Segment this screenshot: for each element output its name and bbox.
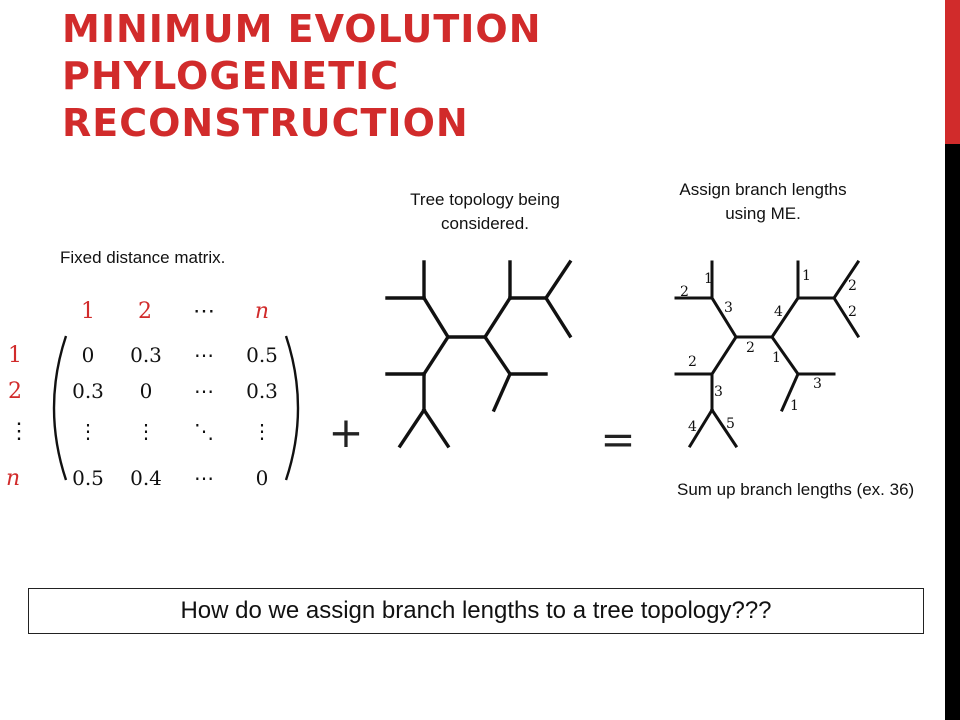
- sidebar-accent-bar: [945, 0, 960, 144]
- matrix-cell: 0.5: [72, 466, 104, 490]
- matrix-left-bracket: [54, 336, 66, 480]
- branch-length-label: 2: [848, 304, 857, 320]
- question-box: [28, 588, 924, 634]
- matrix-caption: Fixed distance matrix.: [60, 248, 226, 267]
- matrix-cell: ⋯: [194, 466, 214, 490]
- branch-length-label: 1: [802, 268, 811, 284]
- sum-caption: Sum up branch lengths (ex. 36): [677, 480, 915, 499]
- branch-length-label: 2: [848, 278, 857, 294]
- sidebar-dark-bar: [945, 144, 960, 720]
- plus-sign: +: [328, 408, 364, 457]
- matrix-col-header: ⋯: [193, 299, 215, 324]
- matrix-cell: ⋯: [194, 343, 214, 367]
- matrix-cell: 0.3: [130, 343, 162, 367]
- matrix-cell: ⋯: [194, 379, 214, 403]
- slide-title: [62, 6, 542, 147]
- matrix-col-header: 1: [81, 299, 95, 324]
- branch-length-label: 1: [772, 350, 781, 366]
- branch-length-label: 1: [704, 271, 713, 287]
- plus-operator: [320, 405, 372, 457]
- matrix-row-header: 2: [8, 379, 22, 404]
- matrix-col-header: n: [254, 299, 270, 324]
- matrix-cell: 0.4: [130, 466, 162, 490]
- branch-length-label: 4: [688, 419, 697, 435]
- matrix-cell: 0: [255, 466, 269, 490]
- branch-length-label: 3: [813, 376, 822, 392]
- branch-length-label: 4: [774, 304, 783, 320]
- topology-caption: Tree topology being considered.: [410, 190, 560, 233]
- matrix-cell: ⋮: [252, 419, 272, 443]
- equals-sign: =: [600, 415, 636, 464]
- matrix-cell: 0.3: [246, 379, 278, 403]
- matrix-cell: 0: [139, 379, 153, 403]
- branch-length-label: 5: [726, 416, 735, 432]
- matrix-cell: ⋮: [136, 419, 156, 443]
- matrix-cell: 0.3: [72, 379, 104, 403]
- tree-topology: [380, 255, 580, 455]
- branch-length-label: 2: [688, 354, 697, 370]
- title-line: RECONSTRUCTION: [62, 101, 469, 145]
- matrix-cell: 0.5: [246, 343, 278, 367]
- title-line: MINIMUM EVOLUTION: [62, 7, 542, 51]
- title-line: PHYLOGENETIC: [62, 54, 400, 98]
- matrix-cell: ⋱: [194, 419, 214, 443]
- distance-matrix: [0, 286, 300, 496]
- matrix-cell: 0: [81, 343, 95, 367]
- matrix-right-bracket: [286, 336, 298, 480]
- branch-length-label: 3: [724, 300, 733, 316]
- matrix-row-header: ⋮: [8, 419, 30, 444]
- matrix-cell: ⋮: [78, 419, 98, 443]
- branch-length-label: 2: [680, 284, 689, 300]
- branch-length-label: 3: [714, 384, 723, 400]
- branch-length-label: 2: [746, 340, 755, 356]
- equals-operator: [592, 412, 644, 464]
- tree-with-lengths: [665, 255, 870, 455]
- branch-length-label: 1: [790, 398, 799, 414]
- question-text: How do we assign branch lengths to a tree topology???: [180, 597, 772, 624]
- matrix-row-header: n: [6, 466, 21, 491]
- matrix-row-header: 1: [8, 343, 22, 368]
- assign-caption: Assign branch lengths using ME.: [679, 180, 847, 223]
- matrix-col-header: 2: [138, 299, 152, 324]
